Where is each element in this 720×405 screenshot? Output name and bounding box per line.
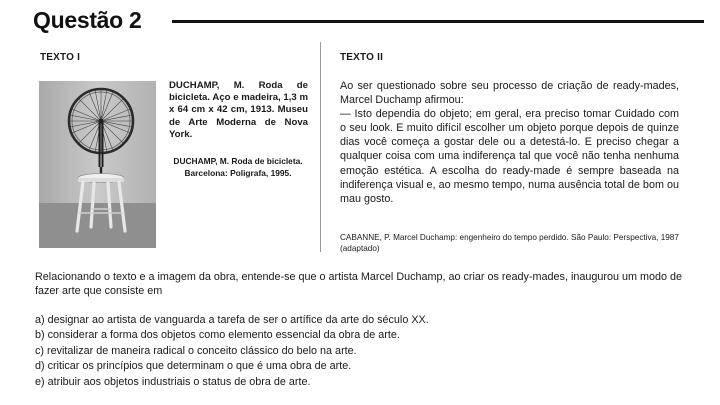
bicycle-wheel-on-stool-icon [39,81,156,248]
texto2-paragraph: Ao ser questionado sobre seu processo de criação de ready-mades, Marcel Duchamp afirmou: [340,80,679,107]
answer-option-a[interactable]: a) designar ao artista de vanguarda a tarefa de ser o artífice da arte do século XX. [35,314,429,326]
answer-options [35,313,695,390]
texto1-caption: DUCHAMP, M. Roda de bicicleta. Aço e madeira, 1,3 m x 64 cm x 42 cm, 1913. Museu de Arte Moderna de Nova York. [169,80,308,140]
texto2-reference: CABANNE, P. Marcel Duchamp: engenheiro do tempo perdido. São Paulo: Perspectiva, 1987 (adaptado) [340,233,679,253]
column-divider [320,42,321,252]
texto1-heading: TEXTO I [40,52,81,63]
question-stem: Relacionando o texto e a imagem da obra, entende-se que o artista Marcel Duchamp, ao criar os ready-mades, inaugurou um modo de fazer arte que consiste em [35,271,682,298]
texto2-heading: TEXTO II [340,52,384,63]
title-rule [172,20,704,23]
bicycle-wheel-photo [39,81,156,248]
answer-option-c[interactable]: c) revitalizar de maneira radical o conceito clássico do belo na arte. [35,344,357,357]
answer-option-e[interactable]: e) atribuir aos objetos industriais o status de obra de arte. [35,375,311,388]
texto1-credit: DUCHAMP, M. Roda de bicicleta. Barcelona: Poligrafa, 1995. [173,156,303,178]
texto2-body [340,79,679,206]
texto2-paragraph: — Isto dependia do objeto; em geral, era preciso tomar Cuidado com o seu look. E muito difícil escolher um objeto porque depois de quinze dias você começa a gostar dele ou a detestá-lo. E preciso chegar a qualquer coisa com uma indiferença tal que você não tenha nenhuma emoção estética. A escolha do ready-made é sempre baseada na indiferença visual e, ao mesmo tempo, numa ausência total de bom ou mau gosto. [340,108,679,205]
answer-option-d[interactable]: d) criticar os princípios que determinam o que é uma obra de arte. [35,360,352,373]
answer-option-b[interactable]: b) considerar a forma dos objetos como elemento essencial da obra de arte. [35,329,400,342]
question-title: Questão 2 [33,7,142,33]
